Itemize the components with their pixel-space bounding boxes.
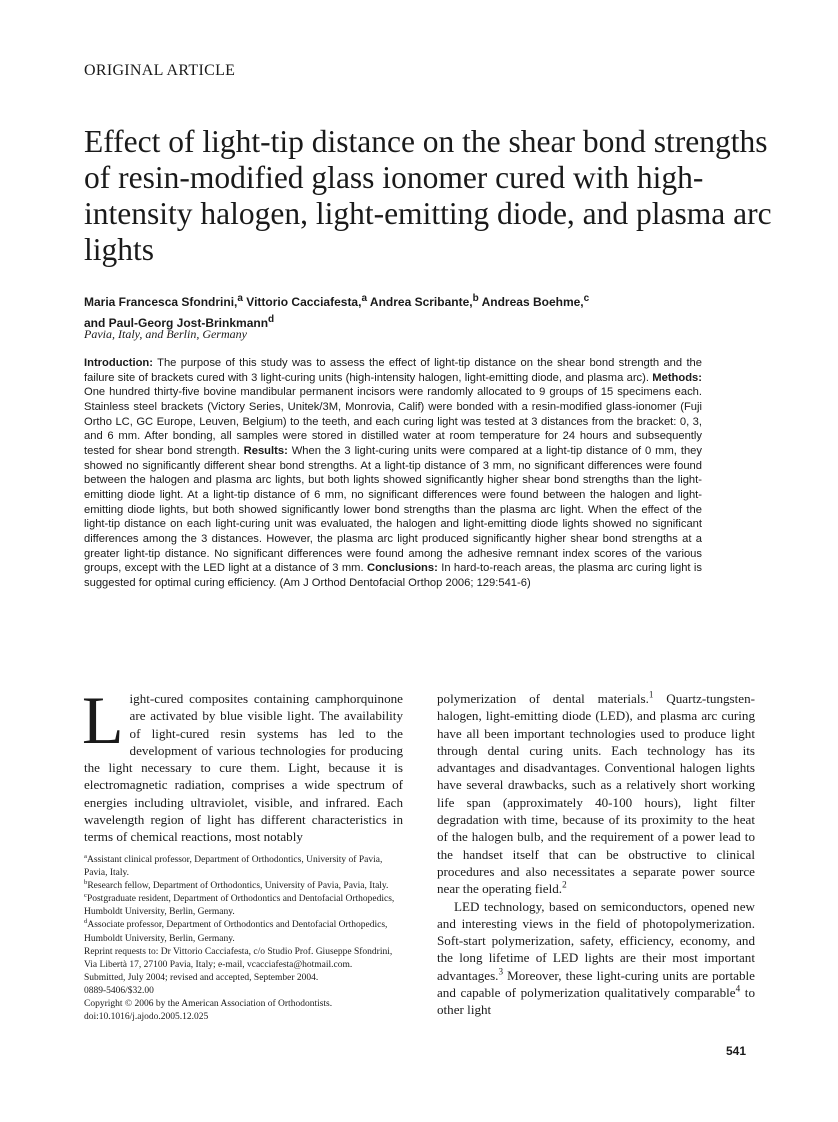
section-label: ORIGINAL ARTICLE bbox=[84, 62, 236, 79]
page-number: 541 bbox=[726, 1044, 747, 1058]
copyright: Copyright © 2006 by the American Association of Orthodontists. bbox=[84, 999, 333, 1010]
author-name: and Paul-Georg Jost-Brinkmann bbox=[84, 316, 269, 330]
abstract-results-text: When the 3 light-curing units were compared at a light-tip distance of 0 mm, they showed no significantly different shear bond strengths. At a light-tip distance of 3 mm, no significant differences were found between the halogen and plasma arc lights, but both lights showed significantly higher shear bond strengths than the light-emitting diode light. At a light-tip distance of 6 mm, no significant differences were found between the halogen and light-emitting diode lights, but both showed significantly lower bond strengths than the plasma arc light. When the effect of the light-tip distance on each light-curing unit was evaluated, the halogen and light-emitting diode lights showed no significant differences among the 3 distances. However, the plasma arc light produced significantly higher shear bond strengths at a greater light-tip distance. No significant differences were found among the adhesive remnant index scores of the various groups, except with the LED light at a distance of 3 mm. bbox=[84, 444, 703, 575]
abstract-methods-text: One hundred thirty-five bovine mandibular permanent incisors were randomly allocated to 9 groups of 15 specimens each. Stainless steel brackets (Victory Series, Unitek/3M, Monrovia, Calif) were bonded with a resin-modified glass-ionomer (Fuji Ortho LC, GC Europe, Leuven, Belgium) to the teeth, and each curing light was tested at 3 distances from the bracket: 0, 3, and 6 mm. After bonding, all samples were stored in distilled water at room temperature for 24 hours and subsequently tested for shear bond strength. bbox=[84, 386, 702, 457]
footnote bbox=[84, 854, 403, 880]
author-affiliation-mark: b bbox=[472, 293, 479, 304]
citation-ref: 1 bbox=[648, 689, 654, 700]
body-paragraph bbox=[82, 682, 403, 846]
citation-ref: 2 bbox=[562, 879, 567, 890]
footnote-mark: b bbox=[84, 879, 88, 887]
abstract-methods-label: Methods: bbox=[652, 371, 702, 384]
author-affiliation: Pavia, Italy, and Berlin, Germany bbox=[84, 327, 247, 341]
footnote-mark: d bbox=[84, 918, 88, 926]
article-title: Effect of light-tip distance on the shear bond strengths of resin-modified glass ionomer cured with high-intensity halogen, light-emitting diode, and plasma arc lights bbox=[84, 124, 772, 267]
body-paragraph bbox=[437, 898, 755, 1019]
footnote-text: Research fellow, Department of Orthodontics, University of Pavia, Pavia, Italy. bbox=[87, 881, 389, 892]
body-text: Moreover, these light-curing units are portable and capable of polymerization qualitatively comparable bbox=[437, 967, 755, 1001]
author-affiliation-mark: a bbox=[361, 293, 368, 304]
author-name: Maria Francesca Sfondrini, bbox=[84, 295, 238, 309]
author-affiliation-mark: c bbox=[583, 293, 590, 304]
body-text: to other light bbox=[437, 985, 755, 1018]
body-text: LED technology, based on semiconductors, opened new and interesting views in the field of photopolymerization. Soft-start polymerization, safety, efficiency, economy, and the long lifetime of LED lights are their most important advantages. bbox=[437, 898, 755, 983]
footnote bbox=[84, 880, 403, 893]
author-list bbox=[84, 290, 764, 332]
author-name: Vittorio Cacciafesta, bbox=[242, 295, 362, 309]
abstract-intro-label: Introduction: bbox=[84, 357, 153, 369]
abstract-conclusions-label: Conclusions: bbox=[366, 562, 438, 575]
author-affiliation-mark: d bbox=[268, 314, 275, 325]
citation-ref: 3 bbox=[498, 966, 504, 977]
drop-cap: L bbox=[82, 682, 124, 758]
body-column-left bbox=[82, 682, 403, 846]
footnote bbox=[84, 919, 403, 945]
footnote-text: Postgraduate resident, Department of Orthodontics and Dentofacial Orthopedics, Humboldt University, Berlin, Germany. bbox=[84, 894, 395, 918]
body-column-right bbox=[437, 690, 755, 1019]
body-paragraph bbox=[437, 690, 755, 898]
abstract-conclusions-text: In hard-to-reach areas, the plasma arc curing light is suggested for optimal curing efficiency. (Am J Orthod Dentofacial Orthop 2006; 129:541-6) bbox=[84, 562, 702, 589]
author-name: Andreas Boehme, bbox=[478, 295, 584, 309]
citation-ref: 4 bbox=[735, 983, 741, 994]
author-name: Andrea Scribante, bbox=[367, 295, 473, 309]
footnote-text: Associate professor, Department of Orthodontics and Dentofacial Orthopedics, Humboldt University, Berlin, Germany. bbox=[84, 920, 388, 944]
reprint-request: Reprint requests to: Dr Vittorio Cacciafesta, c/o Studio Prof. Giuseppe Sfondrini, Via Libertà 17, 27100 Pavia, Italy; e-mail, vcacciafesta@hotmail.com. bbox=[84, 946, 393, 970]
footnotes bbox=[84, 854, 403, 1024]
body-text: Quartz-tungsten-halogen, light-emitting diode (LED), and plasma arc curing have all been important technologies used to produce light through dental curing units. Each technology has its advantages and disadvantages. Conventional halogen lights have several drawbacks, such as a relatively short working life span (approximately 40-100 hours), light filter degradation with time, because of its proximity to the heat of the halogen bulb, and the requirement of a power lead to the handset itself that can be obstructive to clinical procedures and also necessitates a separate power source near the operating field. bbox=[437, 691, 756, 897]
issn: 0889-5406/$32.00 bbox=[84, 985, 154, 996]
abstract bbox=[84, 356, 702, 591]
abstract-results-label: Results: bbox=[243, 444, 288, 457]
submission-dates: Submitted, July 2004; revised and accepted, September 2004. bbox=[84, 972, 319, 983]
doi: doi:10.1016/j.ajodo.2005.12.025 bbox=[84, 1012, 209, 1023]
body-text: polymerization of dental materials. bbox=[437, 691, 649, 706]
abstract-intro-text: The purpose of this study was to assess the effect of light-tip distance on the shear bond strength and the failure site of brackets cured with 3 light-curing units (high-intensity halogen, light-emitting diode, and plasma arc). bbox=[84, 357, 702, 384]
footnote-text: Assistant clinical professor, Department of Orthodontics, University of Pavia, Pavia, Italy. bbox=[84, 855, 383, 879]
footnote-mark: c bbox=[84, 892, 87, 900]
author-affiliation-mark: a bbox=[237, 293, 243, 304]
footnote-mark: a bbox=[84, 852, 87, 860]
footnote bbox=[84, 893, 403, 919]
body-text: ight-cured composites containing camphorquinone are activated by blue visible light. The availability of light-cured resin systems has led to the development of various technologies for producing the light necessary to cure them. Light, because it is electromagnetic radiation, comprises a wide spectrum of energies including ultraviolet, visible, and infrared. Each wavelength region of light has different characteristics in terms of chemical reactions, most notably bbox=[84, 691, 403, 845]
